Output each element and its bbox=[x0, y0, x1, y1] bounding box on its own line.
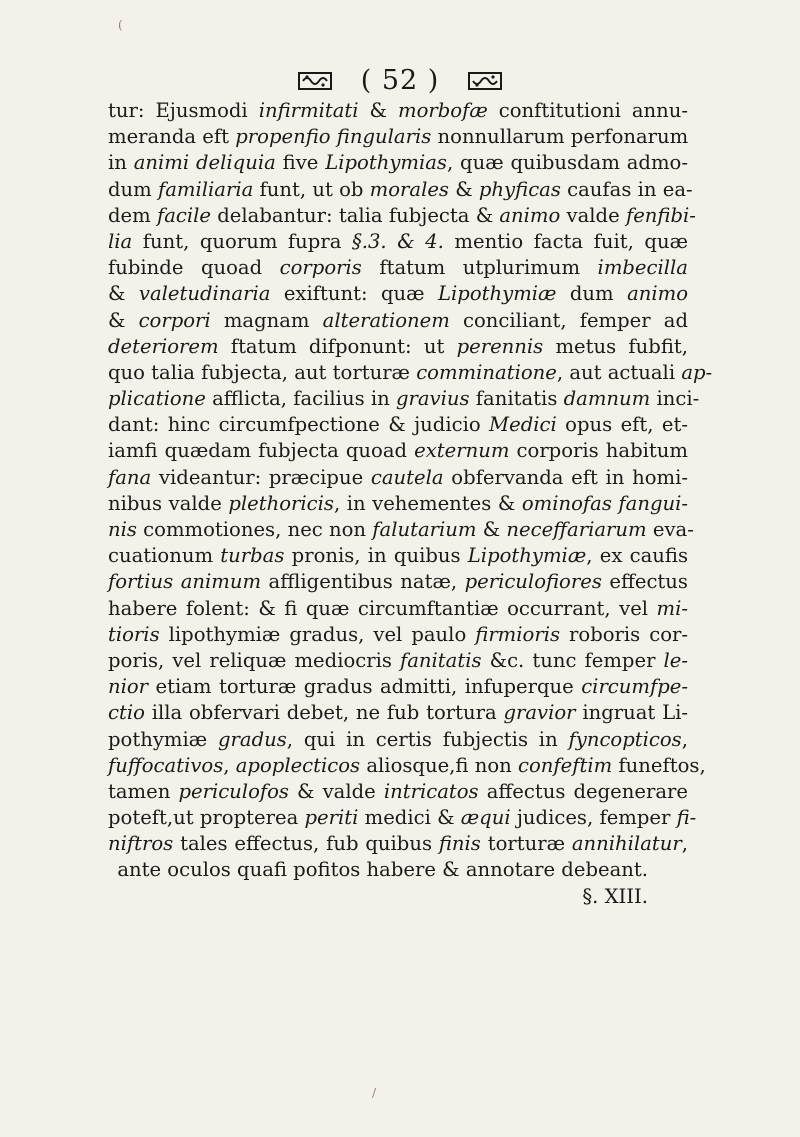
text-line bbox=[108, 438, 688, 464]
text-line bbox=[108, 334, 688, 360]
text-run: &c. tunc femper bbox=[481, 648, 664, 672]
text-run: pothymiæ bbox=[108, 727, 218, 751]
text-run: ante oculos quafi pofitos habere & annotare debeant. bbox=[117, 858, 648, 882]
italic-run: comminatione bbox=[416, 360, 557, 384]
paper-speck: ( bbox=[118, 18, 123, 32]
italic-run: fortius animum bbox=[108, 570, 262, 594]
text-run: medici & bbox=[358, 806, 461, 830]
italic-run: infirmitati bbox=[258, 99, 359, 122]
text-run: poris, vel reliquæ mediocris bbox=[108, 648, 400, 672]
text-run: in bbox=[108, 151, 134, 175]
italic-run: animo bbox=[627, 282, 689, 306]
text-run: exiftunt: quæ bbox=[270, 282, 439, 306]
text-line bbox=[108, 648, 688, 674]
text-run: nibus valde bbox=[108, 491, 229, 515]
text-run: & bbox=[108, 308, 139, 332]
italic-run: neceffariarum bbox=[506, 518, 647, 541]
italic-run: periti bbox=[304, 806, 359, 830]
text-line bbox=[108, 177, 693, 203]
text-run: pronis, in quibus bbox=[284, 544, 468, 568]
text-run: & bbox=[448, 177, 479, 201]
italic-run: nior bbox=[108, 675, 149, 699]
text-line bbox=[108, 569, 688, 595]
italic-run: nis bbox=[108, 518, 137, 541]
italic-run: fanitatis bbox=[399, 648, 482, 672]
text-line bbox=[108, 805, 697, 831]
italic-run: le- bbox=[663, 648, 688, 672]
text-run: , bbox=[681, 832, 688, 856]
text-run: , quæ quibusdam admo- bbox=[446, 151, 688, 175]
ornament-icon bbox=[297, 70, 333, 92]
italic-run: animi deliquia bbox=[133, 151, 276, 175]
text-run: mentio facta fuit, quæ bbox=[443, 229, 688, 253]
italic-run: mi- bbox=[656, 596, 688, 620]
italic-run: turbas bbox=[220, 544, 285, 568]
italic-run: periculofiores bbox=[464, 570, 602, 594]
text-line bbox=[108, 124, 688, 150]
italic-run: corpori bbox=[138, 308, 211, 332]
text-line bbox=[108, 727, 688, 753]
italic-run: corporis bbox=[279, 256, 362, 280]
text-line bbox=[108, 543, 688, 569]
text-run: magnam bbox=[210, 308, 323, 332]
text-line bbox=[108, 857, 688, 883]
text-line bbox=[108, 831, 688, 857]
italic-run: deteriorem bbox=[108, 334, 219, 358]
text-run: judices, femper bbox=[510, 806, 677, 830]
text-line bbox=[108, 150, 688, 176]
italic-run: facile bbox=[156, 203, 211, 227]
text-run: dum bbox=[556, 282, 628, 306]
italic-run: externum bbox=[414, 439, 510, 463]
text-line bbox=[108, 753, 706, 779]
text-body bbox=[108, 98, 713, 910]
text-line bbox=[108, 203, 696, 229]
italic-run: gravior bbox=[503, 701, 576, 725]
text-run: funeftos, bbox=[612, 753, 706, 777]
text-run: valde bbox=[560, 203, 626, 227]
italic-run: ap- bbox=[681, 360, 713, 384]
text-run: metus fubfit, bbox=[543, 334, 688, 358]
italic-run: ominofas fangui- bbox=[521, 491, 689, 515]
text-run: videantur: præcipue bbox=[151, 465, 371, 489]
italic-run: falutarium bbox=[372, 518, 477, 541]
italic-run: fuffocativos bbox=[108, 753, 224, 777]
text-line bbox=[108, 596, 688, 622]
italic-run: fenfibi- bbox=[625, 203, 696, 227]
text-run: & bbox=[358, 99, 398, 122]
text-run: eva- bbox=[646, 518, 694, 541]
text-run: inci- bbox=[650, 387, 700, 411]
italic-run: fyncopticos bbox=[568, 727, 682, 751]
text-line bbox=[108, 360, 713, 386]
text-run: delabantur: talia fubjecta & bbox=[211, 203, 500, 227]
text-run: iamfi quædam fubjecta quoad bbox=[108, 439, 415, 463]
text-run: opus eft, et- bbox=[556, 413, 688, 437]
text-line bbox=[108, 412, 688, 438]
italic-run: niftros bbox=[108, 832, 174, 856]
text-run: five bbox=[275, 151, 326, 175]
text-run: affligentibus natæ, bbox=[261, 570, 465, 594]
text-run: , qui in certis fubjectis in bbox=[286, 727, 569, 751]
text-line bbox=[108, 779, 688, 805]
text-run: dem bbox=[108, 203, 157, 227]
text-line bbox=[108, 700, 688, 726]
text-run: , bbox=[681, 727, 688, 751]
text-run: tamen bbox=[108, 779, 179, 803]
text-run: funt, quorum fupra bbox=[132, 229, 352, 253]
text-run: roboris cor- bbox=[560, 622, 688, 646]
text-run: meranda eft bbox=[108, 125, 236, 149]
text-run: affectus degenerare bbox=[478, 779, 688, 803]
text-run: aliosque,fi non bbox=[360, 753, 518, 777]
text-run: & bbox=[476, 518, 507, 541]
text-run: conciliant, femper ad bbox=[449, 308, 688, 332]
italic-run: Lipothymiæ bbox=[438, 282, 557, 306]
italic-run: gravius bbox=[395, 387, 470, 411]
text-run: dant: hinc circumfpectione & judicio bbox=[108, 413, 490, 437]
italic-run: gradus bbox=[217, 727, 287, 751]
italic-run: perennis bbox=[456, 334, 544, 358]
text-line bbox=[108, 255, 688, 281]
italic-run: propenfio fingularis bbox=[235, 125, 432, 149]
text-run: corporis habitum bbox=[509, 439, 688, 463]
text-run: tales effectus, fub quibus bbox=[173, 832, 439, 856]
italic-run: circumfpe- bbox=[581, 675, 688, 699]
page-number: ( 52 ) bbox=[360, 65, 440, 96]
text-run: ingruat Li- bbox=[575, 701, 688, 725]
italic-run: Medici bbox=[489, 413, 557, 437]
text-run: quo talia fubjecta, aut torturæ bbox=[108, 360, 417, 384]
text-run: obfervanda eft in homi- bbox=[443, 465, 688, 489]
italic-run: ctio bbox=[108, 701, 145, 725]
text-run: & valde bbox=[288, 779, 384, 803]
italic-run: firmioris bbox=[475, 622, 561, 646]
italic-run: morales bbox=[369, 177, 449, 201]
text-line bbox=[108, 622, 688, 648]
text-line bbox=[108, 229, 688, 255]
italic-run: valetudinaria bbox=[138, 282, 271, 306]
text-run: etiam torturæ gradus admitti, infuperque bbox=[148, 675, 582, 699]
text-run: ftatum difponunt: ut bbox=[218, 334, 457, 358]
paper-speck: / bbox=[372, 1086, 377, 1100]
italic-run: familiaria bbox=[157, 177, 254, 201]
text-line bbox=[108, 386, 700, 412]
text-run: , in vehementes & bbox=[333, 491, 522, 515]
italic-run: lia bbox=[108, 229, 133, 253]
text-run: fanitatis bbox=[469, 387, 564, 411]
text-run: poteft,ut propterea bbox=[108, 806, 305, 830]
text-run: §. XIII. bbox=[582, 884, 648, 908]
italic-run: imbecilla bbox=[597, 256, 688, 280]
text-run: lipothymiæ gradus, vel paulo bbox=[159, 622, 476, 646]
text-run: dum bbox=[108, 177, 158, 201]
text-run: & bbox=[108, 282, 139, 306]
italic-run: finis bbox=[438, 832, 481, 856]
italic-run: damnum bbox=[563, 387, 651, 411]
text-line bbox=[108, 281, 688, 307]
text-run: effectus bbox=[601, 570, 688, 594]
italic-run: alterationem bbox=[322, 308, 450, 332]
text-run: fubinde quoad bbox=[108, 256, 280, 280]
text-run: funt, ut ob bbox=[253, 177, 370, 201]
text-run: nonnullarum perfonarum bbox=[431, 125, 689, 149]
text-line bbox=[108, 884, 688, 910]
italic-run: Lipothymiæ bbox=[467, 544, 587, 568]
italic-run: fi- bbox=[676, 806, 697, 830]
text-run: , aut actuali bbox=[556, 360, 682, 384]
text-run: illa obfervari debet, ne fub tortura bbox=[144, 701, 504, 725]
italic-run: plicatione bbox=[108, 387, 206, 411]
text-run: ftatum utplurimum bbox=[361, 256, 598, 280]
italic-run: §.3. & 4. bbox=[351, 229, 444, 253]
text-line bbox=[108, 98, 688, 124]
text-run: caufas in ea- bbox=[560, 177, 693, 201]
text-line bbox=[108, 308, 688, 334]
italic-run: annihilatur bbox=[571, 832, 682, 856]
italic-run: tioris bbox=[108, 622, 160, 646]
italic-run: apoplecticos bbox=[235, 753, 361, 777]
text-run: habere folent: & fi quæ circumftantiæ occurrant, vel bbox=[108, 596, 657, 620]
italic-run: morbofæ bbox=[398, 99, 488, 122]
ornament-icon bbox=[467, 70, 503, 92]
text-run: commotiones, nec non bbox=[136, 518, 373, 541]
text-line bbox=[108, 674, 688, 700]
italic-run: intricatos bbox=[383, 779, 479, 803]
text-line bbox=[108, 517, 694, 543]
text-run: , ex caufis bbox=[586, 544, 689, 568]
italic-run: periculofos bbox=[178, 779, 289, 803]
italic-run: confeftim bbox=[517, 753, 613, 777]
text-run: , bbox=[223, 753, 236, 777]
italic-run: phyficas bbox=[478, 177, 561, 201]
text-run: torturæ bbox=[480, 832, 572, 856]
text-run: cuationum bbox=[108, 544, 221, 568]
text-line bbox=[108, 491, 688, 517]
italic-run: fana bbox=[108, 465, 152, 489]
text-run: afflicta, facilius in bbox=[205, 387, 396, 411]
text-line bbox=[108, 465, 688, 491]
italic-run: Lipothymias bbox=[325, 151, 447, 175]
text-run: conftitutioni annu- bbox=[487, 99, 689, 122]
italic-run: animo bbox=[499, 203, 561, 227]
italic-run: æqui bbox=[460, 806, 511, 830]
text-run: tur: Ejusmodi bbox=[108, 99, 259, 122]
italic-run: plethoricis bbox=[228, 491, 334, 515]
italic-run: cautela bbox=[370, 465, 444, 489]
page-header bbox=[0, 64, 800, 96]
